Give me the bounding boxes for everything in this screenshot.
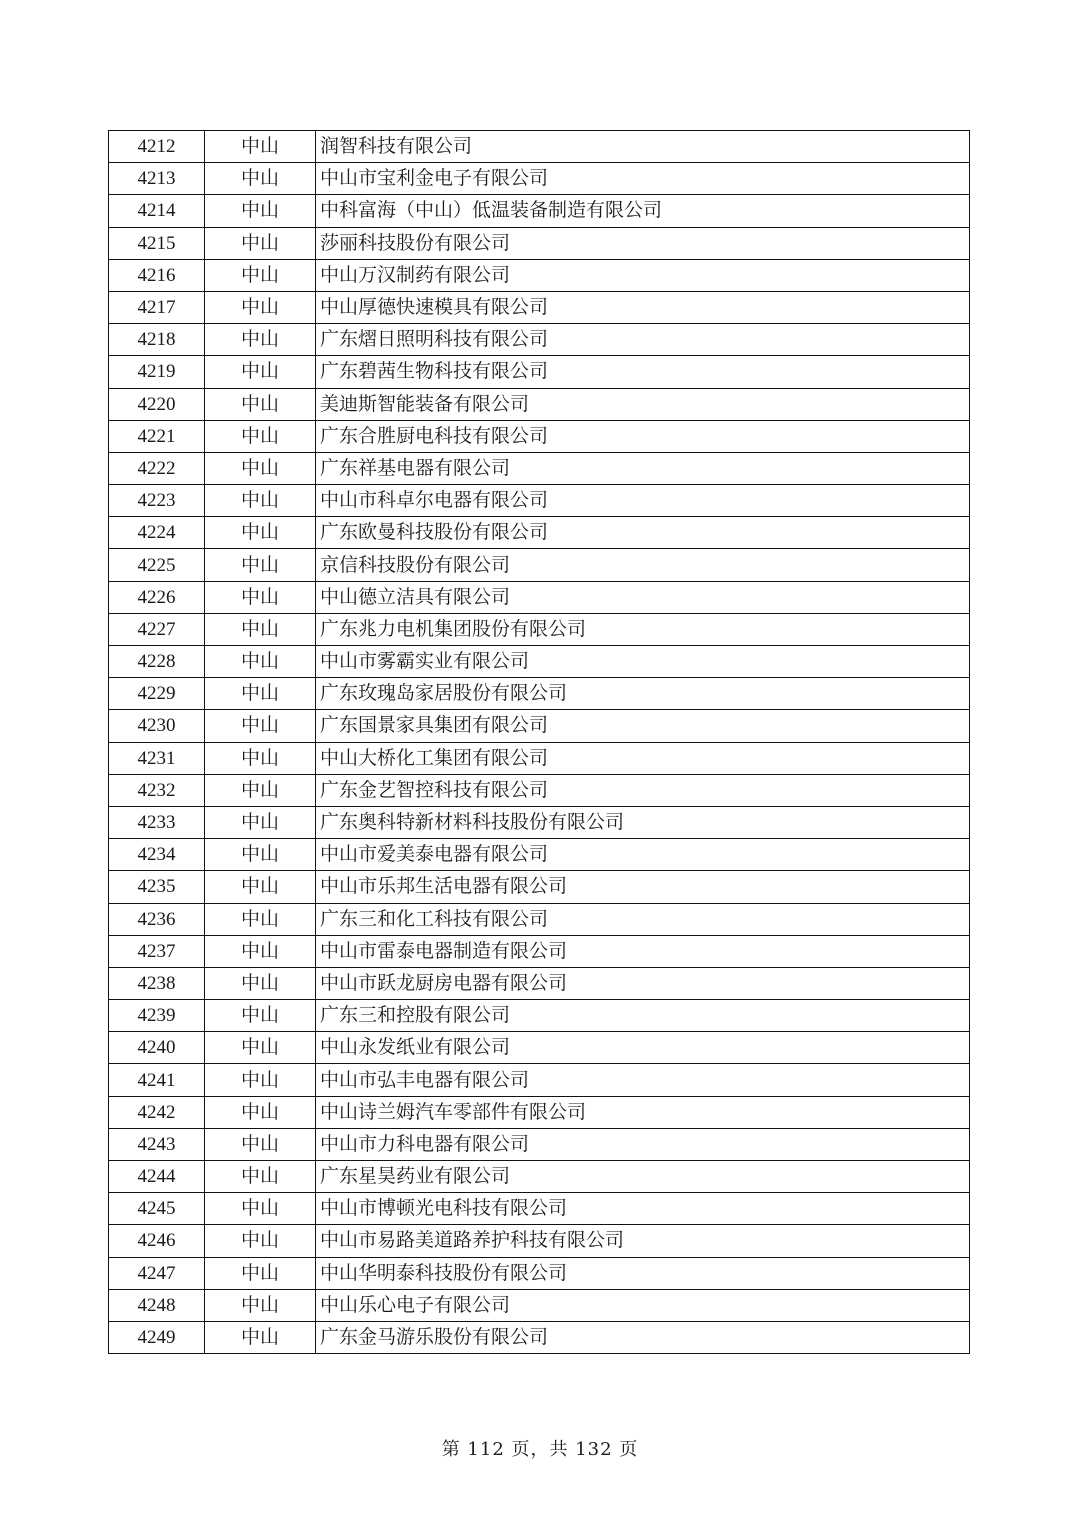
table-row (109, 452, 970, 484)
city-cell: 中山 (205, 613, 316, 645)
company-name-cell: 中山德立洁具有限公司 (316, 581, 970, 613)
city-cell: 中山 (205, 1128, 316, 1160)
city-cell: 中山 (205, 1000, 316, 1032)
serial-number-cell: 4242 (109, 1096, 205, 1128)
serial-number-cell: 4212 (109, 131, 205, 163)
serial-number-cell: 4223 (109, 485, 205, 517)
city-cell: 中山 (205, 581, 316, 613)
city-cell: 中山 (205, 163, 316, 195)
city-cell: 中山 (205, 806, 316, 838)
table-row (109, 1257, 970, 1289)
serial-number-cell: 4244 (109, 1161, 205, 1193)
serial-number-cell: 4243 (109, 1128, 205, 1160)
city-cell: 中山 (205, 1289, 316, 1321)
city-cell: 中山 (205, 646, 316, 678)
company-name-cell: 广东国景家具集团有限公司 (316, 710, 970, 742)
city-cell: 中山 (205, 452, 316, 484)
company-name-cell: 广东祥基电器有限公司 (316, 452, 970, 484)
serial-number-cell: 4228 (109, 646, 205, 678)
company-name-cell: 中科富海（中山）低温装备制造有限公司 (316, 195, 970, 227)
table-row (109, 742, 970, 774)
city-cell: 中山 (205, 131, 316, 163)
city-cell: 中山 (205, 1193, 316, 1225)
city-cell: 中山 (205, 388, 316, 420)
table-row (109, 646, 970, 678)
city-cell: 中山 (205, 356, 316, 388)
serial-number-cell: 4217 (109, 291, 205, 323)
city-cell: 中山 (205, 903, 316, 935)
serial-number-cell: 4226 (109, 581, 205, 613)
table-row (109, 581, 970, 613)
table-row (109, 163, 970, 195)
table-row (109, 131, 970, 163)
company-name-cell: 广东金艺智控科技有限公司 (316, 774, 970, 806)
table-row (109, 485, 970, 517)
city-cell: 中山 (205, 1096, 316, 1128)
company-name-cell: 莎丽科技股份有限公司 (316, 227, 970, 259)
company-name-cell: 中山市宝利金电子有限公司 (316, 163, 970, 195)
table-row (109, 420, 970, 452)
table-row (109, 1128, 970, 1160)
serial-number-cell: 4231 (109, 742, 205, 774)
serial-number-cell: 4237 (109, 935, 205, 967)
company-name-cell: 中山永发纸业有限公司 (316, 1032, 970, 1064)
company-name-cell: 广东玫瑰岛家居股份有限公司 (316, 678, 970, 710)
table-row (109, 935, 970, 967)
city-cell: 中山 (205, 549, 316, 581)
table-row (109, 871, 970, 903)
table-row (109, 710, 970, 742)
table-row (109, 613, 970, 645)
city-cell: 中山 (205, 420, 316, 452)
table-row (109, 774, 970, 806)
company-name-cell: 广东三和控股有限公司 (316, 1000, 970, 1032)
company-name-cell: 中山市力科电器有限公司 (316, 1128, 970, 1160)
table-row (109, 1161, 970, 1193)
city-cell: 中山 (205, 227, 316, 259)
serial-number-cell: 4241 (109, 1064, 205, 1096)
company-name-cell: 中山市易路美道路养护科技有限公司 (316, 1225, 970, 1257)
table-row (109, 356, 970, 388)
table-row (109, 227, 970, 259)
city-cell: 中山 (205, 967, 316, 999)
page-footer: 第 112 页，共 132 页 (441, 1439, 639, 1460)
table-row (109, 806, 970, 838)
serial-number-cell: 4220 (109, 388, 205, 420)
serial-number-cell: 4218 (109, 324, 205, 356)
company-name-cell: 广东碧茜生物科技有限公司 (316, 356, 970, 388)
table-row (109, 967, 970, 999)
serial-number-cell: 4240 (109, 1032, 205, 1064)
city-cell: 中山 (205, 742, 316, 774)
city-cell: 中山 (205, 291, 316, 323)
city-cell: 中山 (205, 1161, 316, 1193)
serial-number-cell: 4245 (109, 1193, 205, 1225)
company-name-cell: 美迪斯智能装备有限公司 (316, 388, 970, 420)
table-row (109, 324, 970, 356)
table-row (109, 291, 970, 323)
company-name-cell: 中山厚德快速模具有限公司 (316, 291, 970, 323)
company-name-cell: 中山市乐邦生活电器有限公司 (316, 871, 970, 903)
company-name-cell: 中山万汉制药有限公司 (316, 259, 970, 291)
city-cell: 中山 (205, 1032, 316, 1064)
serial-number-cell: 4224 (109, 517, 205, 549)
table-row (109, 839, 970, 871)
serial-number-cell: 4232 (109, 774, 205, 806)
serial-number-cell: 4215 (109, 227, 205, 259)
serial-number-cell: 4214 (109, 195, 205, 227)
serial-number-cell: 4233 (109, 806, 205, 838)
city-cell: 中山 (205, 259, 316, 291)
city-cell: 中山 (205, 1257, 316, 1289)
serial-number-cell: 4248 (109, 1289, 205, 1321)
city-cell: 中山 (205, 1321, 316, 1353)
serial-number-cell: 4229 (109, 678, 205, 710)
table-row (109, 678, 970, 710)
company-list-table (108, 130, 970, 1354)
company-name-cell: 中山乐心电子有限公司 (316, 1289, 970, 1321)
city-cell: 中山 (205, 935, 316, 967)
table-row (109, 195, 970, 227)
company-list-body (109, 131, 970, 1354)
city-cell: 中山 (205, 710, 316, 742)
company-name-cell: 中山市雾霸实业有限公司 (316, 646, 970, 678)
serial-number-cell: 4227 (109, 613, 205, 645)
table-row (109, 1321, 970, 1353)
company-name-cell: 中山市科卓尔电器有限公司 (316, 485, 970, 517)
city-cell: 中山 (205, 324, 316, 356)
serial-number-cell: 4235 (109, 871, 205, 903)
company-name-cell: 中山市爱美泰电器有限公司 (316, 839, 970, 871)
company-name-cell: 广东熠日照明科技有限公司 (316, 324, 970, 356)
company-name-cell: 中山华明泰科技股份有限公司 (316, 1257, 970, 1289)
company-name-cell: 广东欧曼科技股份有限公司 (316, 517, 970, 549)
table-row (109, 1000, 970, 1032)
city-cell: 中山 (205, 839, 316, 871)
company-name-cell: 广东奥科特新材料科技股份有限公司 (316, 806, 970, 838)
company-name-cell: 广东合胜厨电科技有限公司 (316, 420, 970, 452)
city-cell: 中山 (205, 1225, 316, 1257)
serial-number-cell: 4247 (109, 1257, 205, 1289)
city-cell: 中山 (205, 871, 316, 903)
serial-number-cell: 4225 (109, 549, 205, 581)
serial-number-cell: 4249 (109, 1321, 205, 1353)
table-row (109, 549, 970, 581)
city-cell: 中山 (205, 1064, 316, 1096)
serial-number-cell: 4221 (109, 420, 205, 452)
city-cell: 中山 (205, 678, 316, 710)
table-row (109, 1225, 970, 1257)
serial-number-cell: 4236 (109, 903, 205, 935)
table-row (109, 259, 970, 291)
company-name-cell: 润智科技有限公司 (316, 131, 970, 163)
city-cell: 中山 (205, 517, 316, 549)
city-cell: 中山 (205, 195, 316, 227)
company-name-cell: 广东金马游乐股份有限公司 (316, 1321, 970, 1353)
serial-number-cell: 4230 (109, 710, 205, 742)
company-name-cell: 中山市雷泰电器制造有限公司 (316, 935, 970, 967)
table-row (109, 517, 970, 549)
table-row (109, 1096, 970, 1128)
table-row (109, 1193, 970, 1225)
company-name-cell: 中山大桥化工集团有限公司 (316, 742, 970, 774)
company-name-cell: 广东三和化工科技有限公司 (316, 903, 970, 935)
company-name-cell: 中山市弘丰电器有限公司 (316, 1064, 970, 1096)
company-name-cell: 中山市跃龙厨房电器有限公司 (316, 967, 970, 999)
table-row (109, 1032, 970, 1064)
serial-number-cell: 4219 (109, 356, 205, 388)
serial-number-cell: 4239 (109, 1000, 205, 1032)
company-name-cell: 广东兆力电机集团股份有限公司 (316, 613, 970, 645)
table-row (109, 388, 970, 420)
serial-number-cell: 4213 (109, 163, 205, 195)
serial-number-cell: 4246 (109, 1225, 205, 1257)
company-name-cell: 中山市博顿光电科技有限公司 (316, 1193, 970, 1225)
serial-number-cell: 4216 (109, 259, 205, 291)
city-cell: 中山 (205, 774, 316, 806)
city-cell: 中山 (205, 485, 316, 517)
company-name-cell: 广东星昊药业有限公司 (316, 1161, 970, 1193)
serial-number-cell: 4234 (109, 839, 205, 871)
serial-number-cell: 4238 (109, 967, 205, 999)
table-row (109, 1289, 970, 1321)
serial-number-cell: 4222 (109, 452, 205, 484)
table-row (109, 903, 970, 935)
company-name-cell: 中山诗兰姆汽车零部件有限公司 (316, 1096, 970, 1128)
company-name-cell: 京信科技股份有限公司 (316, 549, 970, 581)
table-row (109, 1064, 970, 1096)
